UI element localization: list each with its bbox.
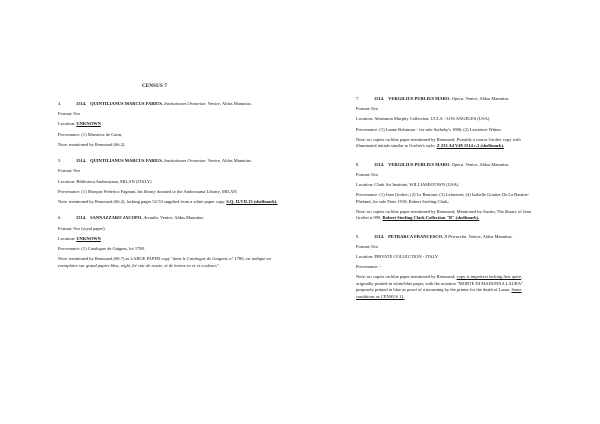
entry-place: Venice, Aldus Manutius. [465, 161, 510, 167]
entry-year: 1514. [374, 161, 385, 167]
entry-work: Institutiones Oratoriae. [164, 101, 207, 106]
entry-work: Il Petrarcha. [444, 233, 468, 239]
entry-heading [58, 101, 280, 107]
entry-provenance: Provenance: (1) Catalogue de Gaignat, lot 1780. [58, 246, 145, 252]
entry-location: Location: Abrasmon Murphy Collection, UCLA - LOS ANGELES (USA) [356, 116, 490, 122]
right-column [356, 96, 532, 308]
entry-format: Format: 8vo [58, 168, 81, 174]
entry-author: VERGILIUS PUBLIUS MARO. [388, 161, 451, 167]
entry-work: Arcadia. [143, 215, 159, 221]
entry-author: SANNAZZARO JACOPO. [90, 215, 143, 221]
entry-location: Location: Biblioteca Ambrosiana, MILAN (ITALY) [58, 178, 152, 184]
entry-number: 5. [58, 158, 62, 164]
entry-number: 7. [356, 96, 360, 101]
entry-place: Venice, Aldus Manutius. [465, 96, 510, 101]
entry-author: VERGILIUS PUBLIUS MARO. [388, 96, 451, 101]
entry-author: QUINTILIANUS MARCUS FABIUS. [90, 101, 163, 106]
entry-location: Location: PRIVATE COLLECTION - ITALY [356, 254, 439, 260]
entry-heading [356, 234, 532, 240]
census-heading: CENSUS 7 [142, 84, 168, 89]
entry-place: Venice, Aldus Manutius. [207, 158, 252, 164]
census-entry-9 [356, 234, 532, 300]
entry-note: Note: mentioned by Renouard (66.2), lacking pages 52-53 supplied from a white paper copy. S.Q. II.VII.13 (shelfmark). [58, 199, 278, 205]
entry-author: QUINTILIANUS MARCUS FABIUS. [90, 158, 163, 164]
entry-number: 6. [58, 215, 62, 221]
entry-provenance: Provenance: (1) Marquis Federico Fagnani, his library donated to the Ambrosiana Library, MILAN. [58, 188, 238, 194]
entry-heading [356, 162, 532, 168]
entry-year: 1514. [374, 233, 385, 239]
left-column [58, 89, 280, 277]
entry-work: Opera. [451, 96, 465, 101]
census-entry-5 [58, 158, 280, 205]
entry-work: Opera. [451, 161, 465, 167]
entry-format: Format: 8vo [58, 111, 81, 117]
entry-location: Location: UNKNOWN [58, 121, 101, 127]
entry-note: Note: no copies on blue paper mentioned by Renouard; Mentioned by Austin, The library of Jean Grolier n.999. Robert Sterling Clark Collection "B" (shelfmark). [356, 208, 531, 221]
entry-note: Note: mentioned by Renouard (68.7) as LARGE PAPER copy "dans le Catalogue de Gaignat, n° 1780, est indiqué un exemplaire sur grand papier bleu, réglé, lié cuir de russie, et de lettres en or et couleurs". [58, 256, 271, 268]
entry-place: Venice, Aldus Manutius. [160, 215, 205, 221]
census-entry-7 [356, 96, 532, 150]
entry-number: 8. [356, 161, 360, 167]
census-entry-4 [58, 101, 280, 148]
entry-note: Note: mentioned by Renouard (66.2). [58, 141, 126, 147]
census-entry-8 [356, 162, 532, 222]
entry-note: Note: no copies on blue paper mentioned by Renouard; copy is imperfect lacking first quire, originally printed in white/blue paper, with the notation "MORTE DI MADONNA LAURA" purposely printed in blue as proof of a mourning by the printer for the death of Laura. Same conditions as CENSUS 11. [356, 274, 523, 299]
entry-format: Format: 8vo [356, 243, 379, 249]
entry-format: Format: 8vo [356, 106, 379, 112]
entry-format: Format: 8vo (royal paper) [58, 225, 105, 231]
entry-work: Institutiones Oratoriae. [164, 158, 207, 164]
entry-year: 1514. [76, 215, 87, 221]
entry-provenance: Provenance: (1) Jean Grolier; (2) Le Bastone; (3) Lefuneret; (4) Isabelle Gontier De La Bastine-Pheland, for sale Paris 1918; Robert Sterling Clark; [356, 192, 530, 204]
entry-provenance: Provenance: - [356, 264, 381, 270]
entry-format: Format: 8vo [356, 171, 379, 177]
entry-location: Location: UNKNOWN [58, 235, 101, 241]
census-entry-6 [58, 215, 280, 269]
entry-heading [356, 96, 532, 102]
entry-place: Venice, Aldus Manutius. [207, 101, 252, 106]
entry-year: 1514. [76, 158, 87, 164]
entry-heading [58, 215, 280, 221]
entry-heading [58, 158, 280, 164]
entry-number: 9. [356, 233, 360, 239]
entry-year: 1514. [374, 96, 385, 101]
entry-year: 1514. [76, 101, 87, 106]
entry-provenance: Provenance: (1) Marsieux de Catin; [58, 131, 123, 137]
entry-author: PETRARCA FRANCESCO. [388, 233, 444, 239]
entry-place: Venice, Aldus Manutius. [468, 233, 513, 239]
entry-note: Note: no copies on blue paper mentioned by Renouard. Possibly a coarse Grolier copy with illuminated initials similar to Grolier's style. Z 233 A4 V49 1514 c.2 (shelfmark). [356, 136, 521, 149]
entry-location: Location: Clark Art Institute, WILLIAMSTOWN (USA) [356, 182, 459, 188]
entry-provenance: Provenance: (1) Lanne Robinson - for sale Sotheby's 1986; (2) Lawrence Witten. [356, 126, 502, 132]
entry-number: 4. [58, 101, 62, 106]
